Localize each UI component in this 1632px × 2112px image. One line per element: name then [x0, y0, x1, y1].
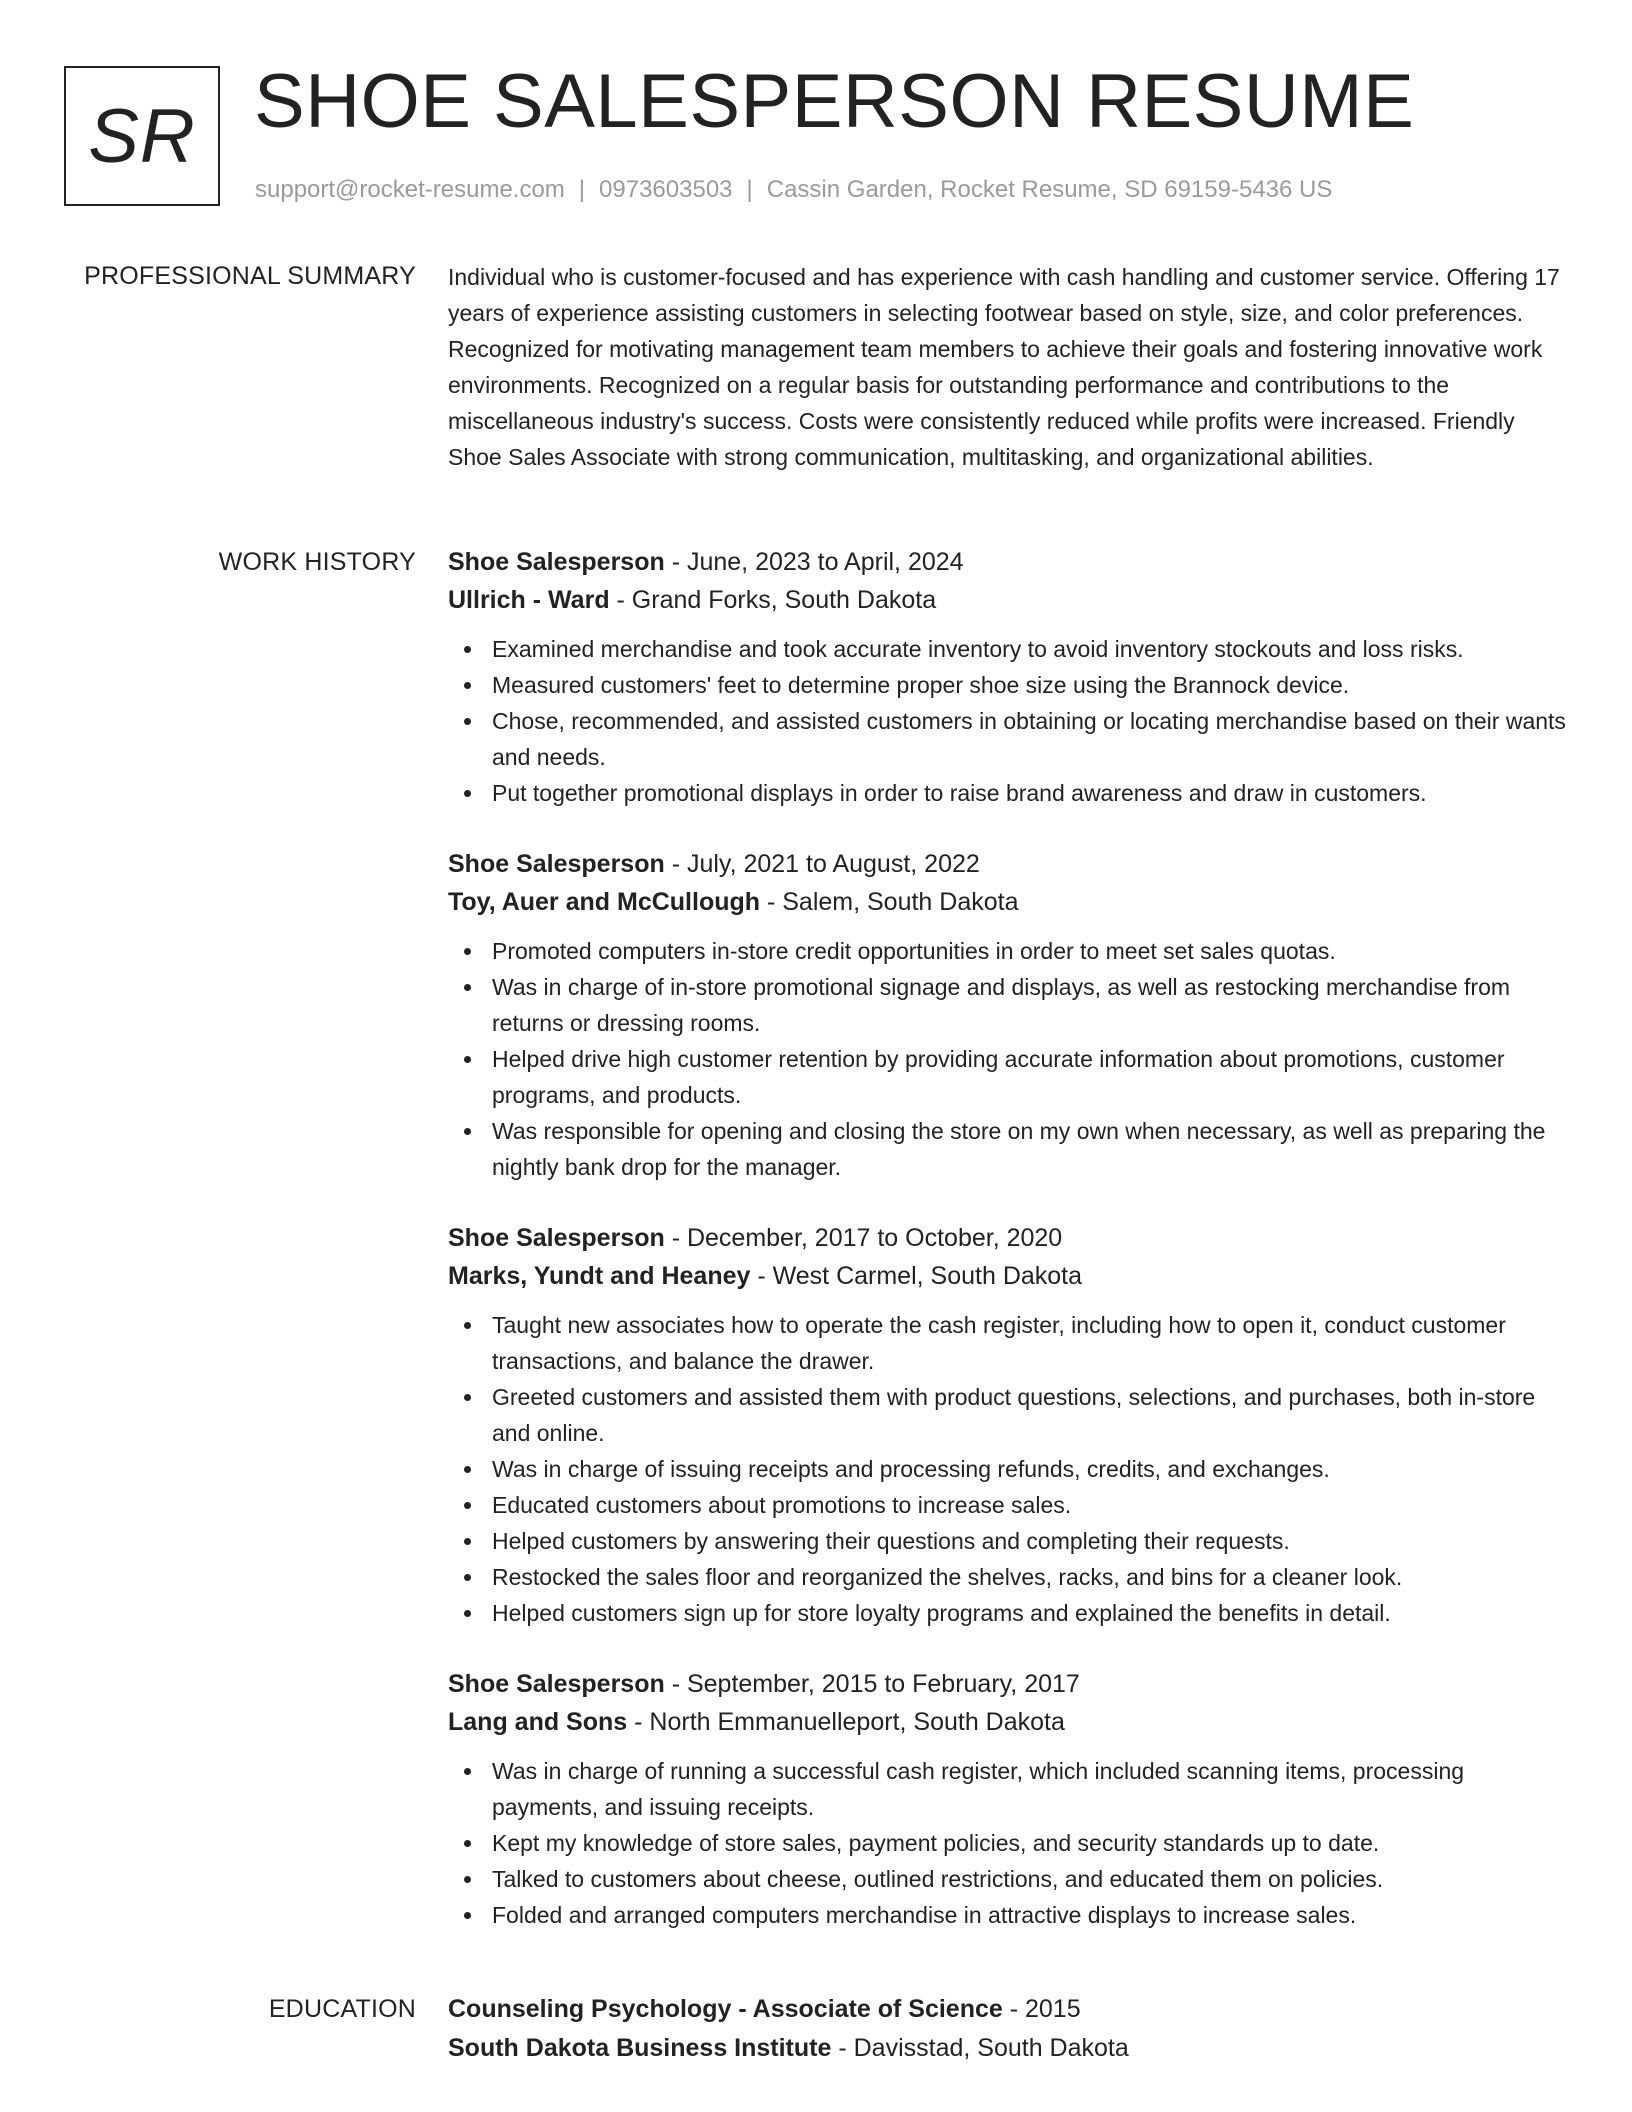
- job-company-line: [448, 1703, 1573, 1741]
- list-item: Promoted computers in-store credit opportunities in order to meet set sales quotas.: [448, 933, 1573, 969]
- job-company: Ullrich - Ward: [448, 586, 610, 614]
- job-title: Shoe Salesperson: [448, 1670, 665, 1698]
- list-item: Was in charge of running a successful cash register, which included scanning items, processing payments, and issuing receipts.: [448, 1753, 1573, 1825]
- bullet-icon: [464, 1502, 471, 1509]
- list-item: Chose, recommended, and assisted customers in obtaining or locating merchandise based on their wants and needs.: [448, 703, 1573, 775]
- page-title: SHOE SALESPERSON RESUME: [254, 59, 1415, 144]
- job-location: - Grand Forks, South Dakota: [609, 586, 937, 614]
- job-location: - West Carmel, South Dakota: [750, 1262, 1083, 1290]
- contact-separator: |: [578, 176, 586, 203]
- list-item: Measured customers' feet to determine proper shoe size using the Brannock device.: [448, 667, 1573, 703]
- bullet-icon: [464, 948, 471, 955]
- job-duties-list: [448, 1753, 1573, 1933]
- education-heading: EDUCATION: [268, 1995, 416, 2023]
- list-item: Was in charge of in-store promotional signage and displays, as well as restocking merchandise from returns or dressing rooms.: [448, 969, 1573, 1041]
- list-item: Examined merchandise and took accurate inventory to avoid inventory stockouts and loss risks.: [448, 631, 1573, 667]
- bullet-icon: [464, 1538, 471, 1545]
- job-company-line: [448, 1257, 1573, 1295]
- bullet-icon: [464, 1912, 471, 1919]
- job-title-line: [448, 1219, 1573, 1257]
- bullet-icon: [464, 682, 471, 689]
- bullet-icon: [464, 1768, 471, 1775]
- monogram-logo: [64, 66, 220, 206]
- bullet-icon: [464, 646, 471, 653]
- list-item: Restocked the sales floor and reorganized the shelves, racks, and bins for a cleaner look.: [448, 1559, 1573, 1595]
- list-item: Helped drive high customer retention by providing accurate information about promotions, customer programs, and products.: [448, 1041, 1573, 1113]
- bullet-icon: [464, 984, 471, 991]
- job-duties-list: [448, 631, 1573, 811]
- job-company-line: [448, 581, 1573, 619]
- job-company-line: [448, 883, 1573, 921]
- list-item: Educated customers about promotions to increase sales.: [448, 1487, 1573, 1523]
- list-item: Taught new associates how to operate the cash register, including how to open it, conduct customer transactions, and balance the drawer.: [448, 1307, 1573, 1379]
- education-degree: Counseling Psychology - Associate of Science: [448, 1995, 1003, 2023]
- job-entry: [448, 1219, 1573, 1631]
- job-dates: - June, 2023 to April, 2024: [664, 548, 964, 576]
- job-dates: - December, 2017 to October, 2020: [664, 1224, 1063, 1252]
- list-item: Talked to customers about cheese, outlined restrictions, and educated them on policies.: [448, 1861, 1573, 1897]
- job-title-line: [448, 845, 1573, 883]
- bullet-icon: [464, 1394, 471, 1401]
- job-location: - Salem, South Dakota: [760, 888, 1019, 916]
- monogram-initials: SR: [88, 93, 196, 179]
- list-item: Put together promotional displays in order to raise brand awareness and draw in customers.: [448, 775, 1573, 811]
- bullet-icon: [464, 1128, 471, 1135]
- bullet-icon: [464, 1322, 471, 1329]
- summary-section: [448, 259, 1573, 475]
- education-school: South Dakota Business Institute: [448, 2034, 832, 2062]
- job-title-line: [448, 543, 1573, 581]
- job-duties-list: [448, 933, 1573, 1185]
- contact-separator: |: [746, 176, 753, 203]
- job-entry: [448, 1665, 1573, 1933]
- job-company: Marks, Yundt and Heaney: [448, 1262, 751, 1290]
- job-company: Toy, Auer and McCullough: [448, 888, 761, 916]
- summary-heading: PROFESSIONAL SUMMARY: [84, 262, 416, 290]
- list-item: Helped customers sign up for store loyalty programs and explained the benefits in detail.: [448, 1595, 1573, 1631]
- contact-email: support@rocket-resume.com: [255, 176, 565, 203]
- job-dates: - July, 2021 to August, 2022: [664, 850, 980, 878]
- job-title-line: [448, 1665, 1573, 1703]
- contact-phone: 0973603503: [599, 176, 733, 203]
- bullet-icon: [464, 790, 471, 797]
- job-title: Shoe Salesperson: [448, 850, 665, 878]
- education-year: - 2015: [1002, 1995, 1081, 2023]
- bullet-icon: [464, 718, 471, 725]
- bullet-icon: [464, 1574, 471, 1581]
- list-item: Greeted customers and assisted them with product questions, selections, and purchases, both in-store and online.: [448, 1379, 1573, 1451]
- bullet-icon: [464, 1056, 471, 1063]
- education-degree-line: [448, 1990, 1573, 2029]
- education-school-line: [448, 2029, 1573, 2068]
- list-item: Was in charge of issuing receipts and processing refunds, credits, and exchanges.: [448, 1451, 1573, 1487]
- education-location: - Davisstad, South Dakota: [831, 2034, 1129, 2062]
- bullet-icon: [464, 1876, 471, 1883]
- work-history-heading: WORK HISTORY: [218, 548, 416, 576]
- bullet-icon: [464, 1840, 471, 1847]
- job-title: Shoe Salesperson: [448, 1224, 665, 1252]
- job-entry: [448, 845, 1573, 1185]
- education-section: [448, 1990, 1573, 2068]
- job-entry: [448, 543, 1573, 811]
- contact-address: Cassin Garden, Rocket Resume, SD 69159-5436 US: [766, 176, 1333, 203]
- job-company: Lang and Sons: [448, 1708, 628, 1736]
- job-title: Shoe Salesperson: [448, 548, 665, 576]
- list-item: Kept my knowledge of store sales, payment policies, and security standards up to date.: [448, 1825, 1573, 1861]
- contact-line: [255, 175, 1332, 205]
- bullet-icon: [464, 1610, 471, 1617]
- list-item: Helped customers by answering their questions and completing their requests.: [448, 1523, 1573, 1559]
- list-item: Folded and arranged computers merchandise in attractive displays to increase sales.: [448, 1897, 1573, 1933]
- bullet-icon: [464, 1466, 471, 1473]
- job-duties-list: [448, 1307, 1573, 1631]
- work-history-section: [448, 543, 1573, 1967]
- list-item: Was responsible for opening and closing the store on my own when necessary, as well as preparing the nightly bank drop for the manager.: [448, 1113, 1573, 1185]
- job-dates: - September, 2015 to February, 2017: [664, 1670, 1080, 1698]
- summary-text: Individual who is customer-focused and has experience with cash handling and customer service. Offering 17 years of experience assisting customers in selecting footwear based on style, size, and color preferences. Recognized for motivating management team members to achieve their goals and fostering innovative work environments. Recognized on a regular basis for outstanding performance and contributions to the miscellaneous industry's success. Costs were consistently reduced while profits were increased. Friendly Shoe Sales Associate with strong communication, multitasking, and organizational abilities.: [448, 264, 1560, 470]
- job-location: - North Emmanuelleport, South Dakota: [627, 1708, 1065, 1736]
